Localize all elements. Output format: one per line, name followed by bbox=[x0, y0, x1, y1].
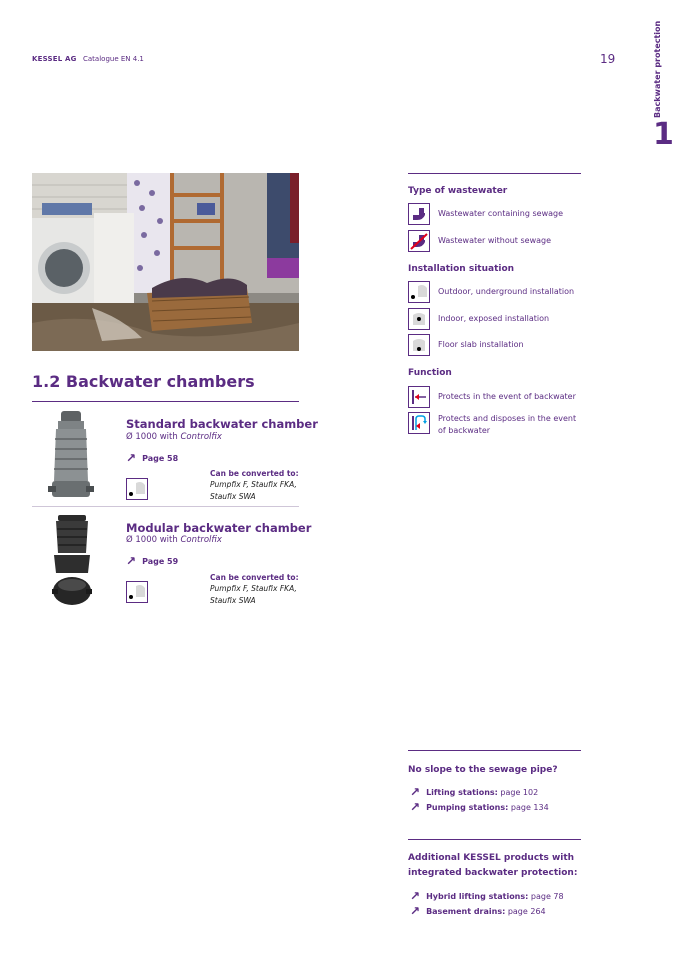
convert-line: Pumpfix F, Staufix FKA, bbox=[210, 480, 297, 489]
pumping-stations-link[interactable] bbox=[410, 802, 549, 812]
product-divider bbox=[32, 506, 299, 507]
dimension-brand: Controlfix bbox=[180, 535, 222, 545]
basement-drains-link[interactable] bbox=[410, 906, 546, 916]
section-title: 1.2 Backwater chambers bbox=[32, 372, 255, 391]
additional-heading-line: Additional KESSEL products with bbox=[408, 853, 575, 863]
page-link[interactable] bbox=[126, 556, 178, 566]
brand-name: KESSEL AG bbox=[32, 55, 77, 63]
legend-top-rule bbox=[408, 173, 581, 174]
product-dimension bbox=[126, 535, 222, 545]
backwater-protection-icon bbox=[408, 386, 430, 408]
additional-heading bbox=[408, 851, 577, 881]
arrow-icon: ↗ bbox=[126, 451, 137, 465]
outdoor-installation-icon bbox=[126, 478, 148, 500]
convert-line: Staufix SWA bbox=[210, 596, 256, 605]
link-label: Hybrid lifting stations: bbox=[426, 891, 529, 901]
installation-heading: Installation situation bbox=[408, 264, 515, 274]
legend-label: Floor slab installation bbox=[438, 340, 524, 349]
arrow-icon: ↗ bbox=[126, 554, 137, 568]
legend-label bbox=[438, 412, 576, 437]
page-link-label: Page 59 bbox=[142, 556, 179, 566]
no-sewage-icon bbox=[408, 230, 430, 252]
chapter-tab bbox=[653, 20, 667, 118]
legend-item bbox=[408, 386, 576, 408]
legend-item bbox=[408, 203, 563, 225]
section-divider bbox=[32, 401, 299, 402]
legend-label: Wastewater containing sewage bbox=[438, 209, 564, 218]
link-text bbox=[426, 907, 546, 916]
legend-label-line: Protects and disposes in the event bbox=[438, 414, 577, 423]
link-label: Basement drains: bbox=[426, 906, 506, 916]
pump-backwater-icon bbox=[408, 412, 430, 434]
dimension-text: Ø 1000 with bbox=[126, 432, 181, 442]
outdoor-installation-icon bbox=[408, 281, 430, 303]
legend-item bbox=[408, 230, 551, 252]
toilet-icon bbox=[408, 203, 430, 225]
outdoor-installation-icon bbox=[126, 581, 148, 603]
legend-label: Outdoor, underground installation bbox=[438, 287, 575, 296]
legend-label: Indoor, exposed installation bbox=[438, 314, 550, 323]
arrow-icon: ↗ bbox=[410, 904, 421, 918]
legend-label-line: of backwater bbox=[438, 426, 491, 435]
legend-label: Protects in the event of backwater bbox=[438, 392, 576, 401]
page-link[interactable] bbox=[126, 453, 178, 463]
product-name: Modular backwater chamber bbox=[126, 521, 312, 535]
flooded-basement-photo bbox=[32, 173, 299, 351]
link-page: page 78 bbox=[528, 891, 564, 901]
chapter-number: 1 bbox=[653, 117, 674, 152]
convert-line: Staufix SWA bbox=[210, 492, 256, 501]
standard-chamber-image bbox=[48, 409, 94, 501]
indoor-installation-icon bbox=[408, 308, 430, 330]
legend-item bbox=[408, 412, 576, 437]
convert-line: Pumpfix F, Staufix FKA, bbox=[210, 584, 297, 593]
product-dimension bbox=[126, 432, 222, 442]
link-text bbox=[426, 892, 564, 901]
chapter-label: Backwater protection bbox=[653, 20, 662, 118]
slope-box-rule bbox=[408, 750, 581, 751]
link-text bbox=[426, 788, 538, 797]
lifting-stations-link[interactable] bbox=[410, 787, 538, 797]
product-name: Standard backwater chamber bbox=[126, 417, 318, 431]
hybrid-lifting-link[interactable] bbox=[410, 891, 564, 901]
link-page: page 134 bbox=[508, 802, 549, 812]
page-link-label: Page 58 bbox=[142, 453, 179, 463]
link-label: Lifting stations: bbox=[426, 787, 498, 797]
page-number: 19 bbox=[600, 52, 616, 66]
floor-slab-icon bbox=[408, 334, 430, 356]
legend-label: Wastewater without sewage bbox=[438, 236, 552, 245]
arrow-icon: ↗ bbox=[410, 889, 421, 903]
catalogue-label: Catalogue EN 4.1 bbox=[83, 55, 144, 63]
link-label: Pumping stations: bbox=[426, 802, 509, 812]
dimension-text: Ø 1000 with bbox=[126, 535, 181, 545]
link-page: page 264 bbox=[505, 906, 546, 916]
legend-item bbox=[408, 334, 524, 356]
link-page: page 102 bbox=[497, 787, 539, 797]
wastewater-type-heading: Type of wastewater bbox=[408, 186, 508, 196]
convert-title: Can be converted to: bbox=[210, 469, 299, 478]
link-text bbox=[426, 803, 549, 812]
convert-title: Can be converted to: bbox=[210, 573, 299, 582]
legend-item bbox=[408, 281, 574, 303]
arrow-icon: ↗ bbox=[410, 785, 421, 799]
dimension-brand: Controlfix bbox=[180, 432, 222, 442]
function-heading: Function bbox=[408, 368, 452, 378]
slope-heading: No slope to the sewage pipe? bbox=[408, 765, 558, 775]
arrow-icon: ↗ bbox=[410, 800, 421, 814]
additional-box-rule bbox=[408, 839, 581, 840]
additional-heading-line: integrated backwater protection: bbox=[408, 868, 578, 878]
modular-chamber-image bbox=[50, 513, 94, 611]
legend-item bbox=[408, 308, 549, 330]
